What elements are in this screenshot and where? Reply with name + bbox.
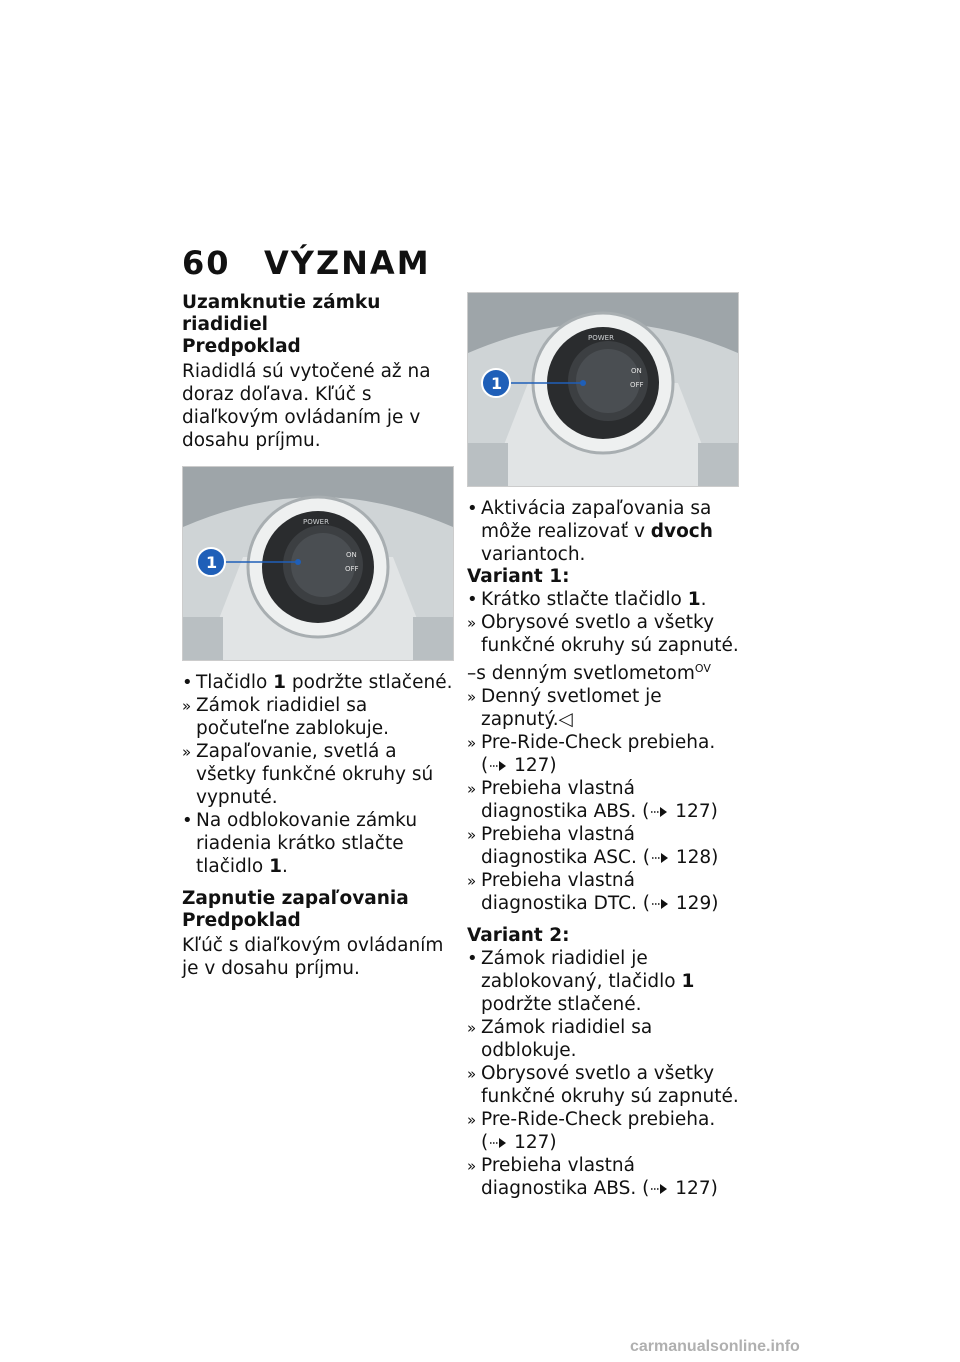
- page-ref-arrow-icon: [488, 760, 508, 772]
- section-title: Uzamknutie zámku riadidiel: [182, 292, 381, 335]
- variant-title: Variant 2:: [467, 925, 570, 947]
- section-title: Zapnutie zapaľovania: [182, 888, 409, 909]
- on-label: ON: [631, 367, 642, 375]
- list-item: » Prebieha vlastná diagnostika ABS. ( 127): [467, 1155, 718, 1200]
- page-ref-arrow-icon: [649, 1183, 669, 1195]
- page-number: 60: [182, 244, 231, 282]
- off-label: OFF: [345, 565, 359, 573]
- off-label: OFF: [630, 381, 644, 389]
- page-header: [182, 244, 431, 282]
- variant-title: Variant 1:: [467, 566, 570, 587]
- list-item: • Na odblokovanie zámku riadenia krátko stlačte tlačidlo 1.: [182, 810, 418, 877]
- list-item: » Prebieha vlastná diagnostika ABS. ( 127): [467, 778, 718, 823]
- condition-label: Predpoklad: [182, 910, 301, 931]
- left-column: [182, 292, 454, 980]
- list-item: » Prebieha vlastná diagnostika ASC. ( 128): [467, 824, 719, 869]
- ignition-photo: [182, 466, 454, 661]
- callout-label: 1: [491, 374, 503, 393]
- power-label: POWER: [303, 518, 329, 526]
- list-item: » Zapaľovanie, svetlá a všetky funkčné okruhy sú vypnuté.: [182, 741, 434, 808]
- list-item: • Krátko stlačte tlačidlo 1.: [467, 589, 707, 610]
- page-ref-arrow-icon: [650, 898, 670, 910]
- list-item: » Zámok riadidiel sa počuteľne zablokuje.: [182, 695, 390, 739]
- watermark: carmanualsonline.info: [630, 1338, 800, 1355]
- condition-text: Kľúč s diaľkovým ovládaním je v dosahu príjmu.: [182, 935, 444, 979]
- list-item: » Obrysové svetlo a všetky funkčné okruhy sú zapnuté.: [467, 1063, 739, 1108]
- list-item: • Aktivácia zapaľovania sa môže realizovať v dvoch variantoch.: [467, 498, 713, 565]
- page-ref-arrow-icon: [488, 1137, 508, 1149]
- list-item: • Tlačidlo 1 podržte stlačené.: [182, 672, 453, 693]
- right-column: [467, 292, 739, 1200]
- page-title: VÝZNAM: [264, 244, 431, 282]
- option-note: –s denným svetlometom$^{OV}$: [467, 662, 711, 685]
- page-ref-arrow-icon: [649, 806, 669, 818]
- list-item: » Pre-Ride-Check prebieha. ( 127): [467, 1109, 716, 1154]
- list-item: » Zámok riadidiel sa odblokuje.: [467, 1017, 653, 1062]
- callout-label: 1: [206, 553, 218, 572]
- ignition-photo: [467, 292, 739, 487]
- list-item: » Pre-Ride-Check prebieha. ( 127): [467, 732, 716, 777]
- page-ref-arrow-icon: [650, 852, 670, 864]
- condition-text: Riadidlá sú vytočené až na doraz doľava. Kľúč s diaľkovým ovládaním je v dosahu príjmu.: [182, 361, 431, 451]
- condition-label: Predpoklad: [182, 336, 301, 357]
- list-item: » Denný svetlomet je zapnutý.◁: [467, 686, 662, 731]
- list-item: • Zámok riadidiel je zablokovaný, tlačidlo 1 podržte stlačené.: [467, 948, 695, 1016]
- list-item: » Obrysové svetlo a všetky funkčné okruhy sú zapnuté.: [467, 612, 739, 656]
- list-item: » Prebieha vlastná diagnostika DTC. ( 129): [467, 870, 719, 915]
- on-label: ON: [346, 551, 357, 559]
- power-label: POWER: [588, 334, 614, 342]
